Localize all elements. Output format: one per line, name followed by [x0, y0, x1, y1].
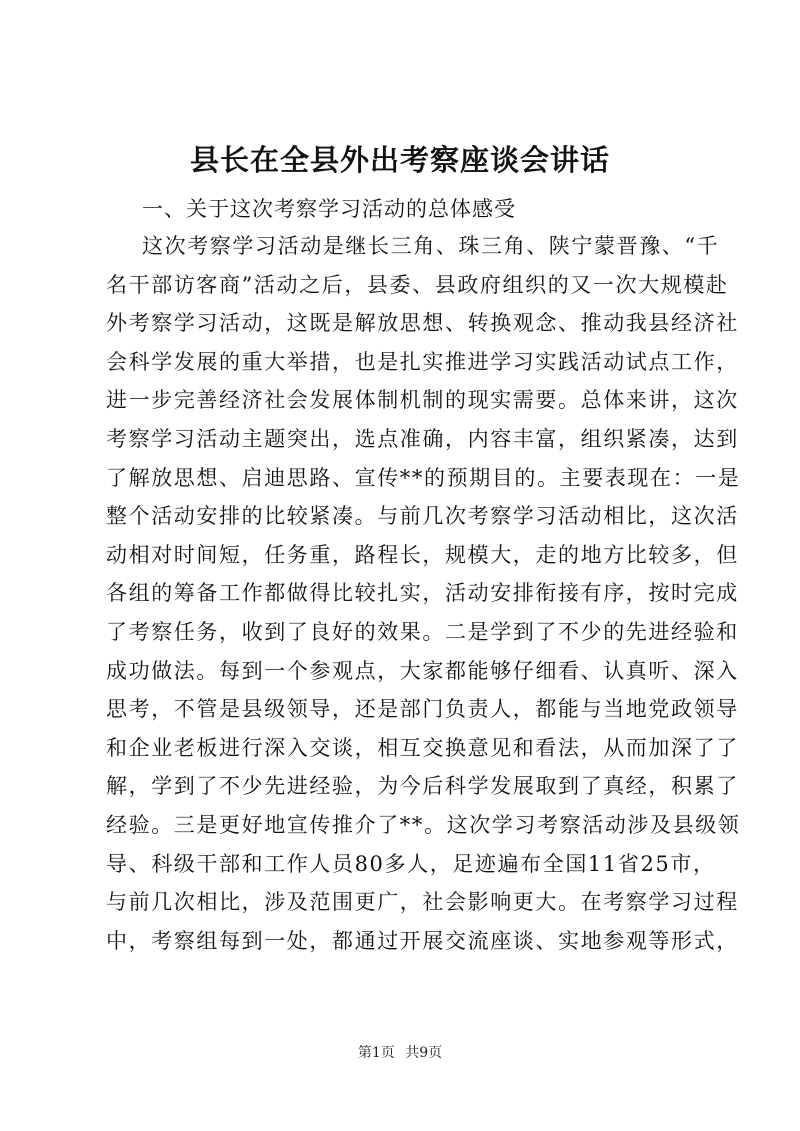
section-heading: 一、关于这次考察学习活动的总体感受	[142, 197, 516, 221]
paragraph-line: 了考察任务，收到了良好的效果。二是学到了不少的先进经验和	[106, 619, 739, 644]
paragraph-line: 解，学到了不少先进经验，为今后科学发展取到了真经，积累了	[106, 774, 739, 799]
paragraph-line: 这次考察学习活动是继长三角、珠三角、陕宁蒙晋豫、“千	[142, 234, 720, 258]
paragraph-line: 各组的筹备工作都做得比较扎实，活动安排衔接有序，按时完成	[106, 581, 739, 606]
paragraph-line: 与前几次相比，涉及范围更广，社会影响更大。在考察学习过程	[106, 890, 739, 915]
paragraph-line: 导、科级干部和工作人员80多人，足迹遍布全国11省25市，	[106, 851, 716, 876]
page-footer	[0, 1043, 800, 1063]
paragraph-line: 思考，不管是县级领导，还是部门负责人，都能与当地党政领导	[106, 697, 739, 722]
paragraph-line: 和企业老板进行深入交谈，相互交换意见和看法，从而加深了了	[106, 735, 739, 760]
body-paragraph	[106, 227, 741, 960]
paragraph-line: 成功做法。每到一个参观点，大家都能够仔细看、认真听、深入	[106, 658, 739, 683]
paragraph-line: 了解放思想、启迪思路、宣传**的预期目的。主要表现在：一是	[106, 465, 741, 490]
page-number: 第1页	[357, 1045, 395, 1061]
paragraph-line: 中，考察组每到一处，都通过开展交流座谈、实地参观等形式，	[106, 928, 739, 953]
paragraph-line: 考察学习活动主题突出，选点准确，内容丰富，组织紧凑，达到	[106, 426, 739, 451]
document-title: 县长在全县外出考察座谈会讲话	[189, 143, 610, 177]
paragraph-line: 整个活动安排的比较紧凑。与前几次考察学习活动相比，这次活	[106, 504, 739, 529]
paragraph-line: 动相对时间短，任务重，路程长，规模大，走的地方比较多，但	[106, 542, 739, 567]
paragraph-line: 经验。三是更好地宣传推介了**。这次学习考察活动涉及县级领	[106, 812, 741, 837]
paragraph-line: 进一步完善经济社会发展体制机制的现实需要。总体来讲，这次	[106, 388, 739, 413]
paragraph-line: 名干部访客商”活动之后，县委、县政府组织的又一次大规模赴	[106, 272, 729, 297]
paragraph-line: 会科学发展的重大举措，也是扎实推进学习实践活动试点工作，	[106, 349, 739, 374]
paragraph-line: 外考察学习活动，这既是解放思想、转换观念、推动我县经济社	[106, 311, 739, 336]
page-total: 共9页	[405, 1045, 443, 1061]
